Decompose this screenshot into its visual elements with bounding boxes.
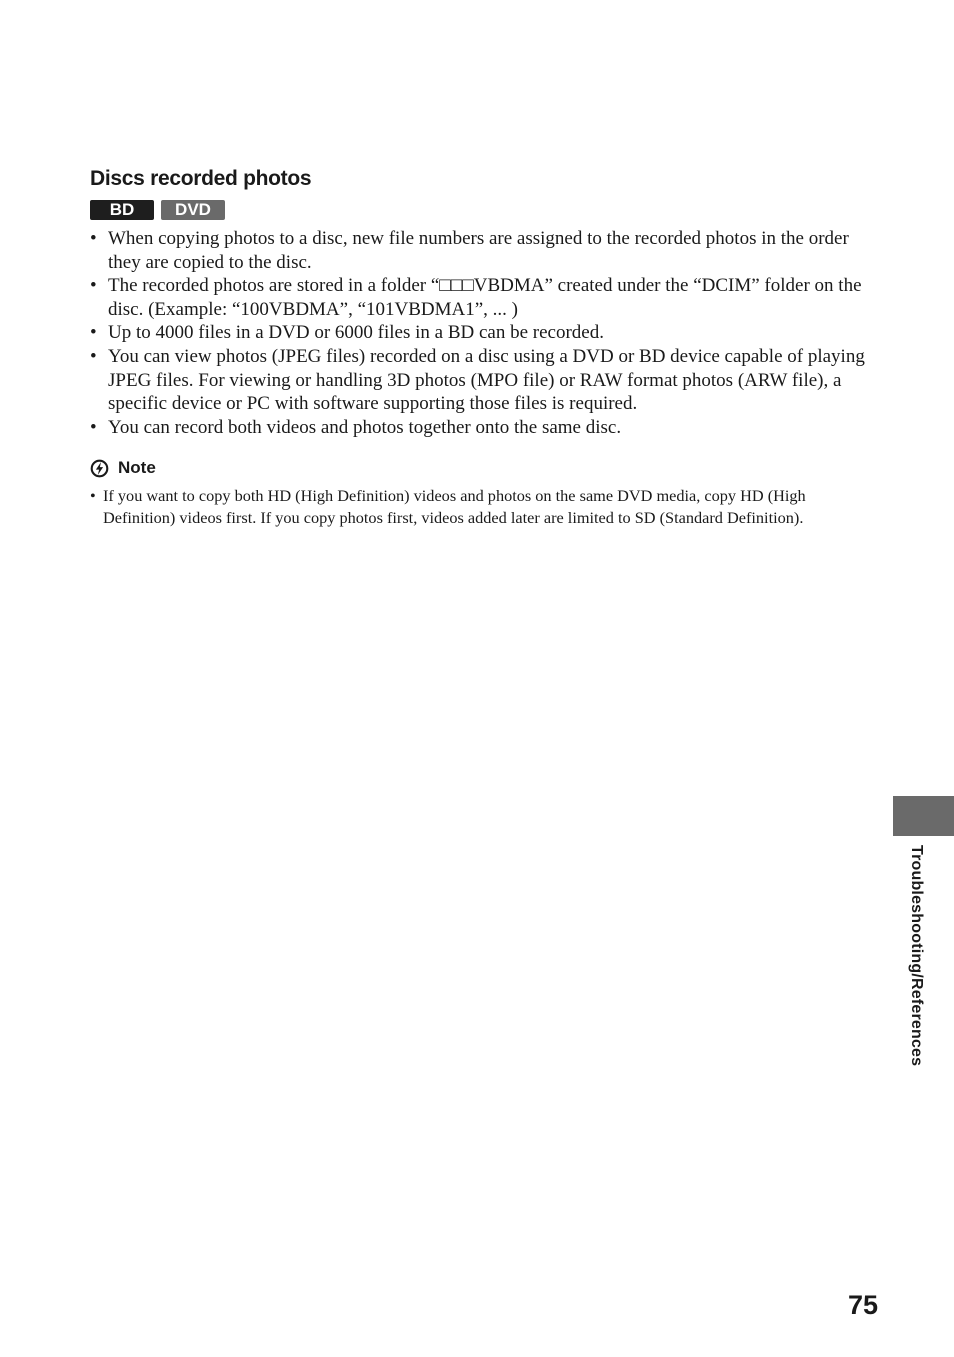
- section-heading: Discs recorded photos: [90, 167, 312, 190]
- bullet-dot: •: [90, 486, 96, 506]
- bd-badge: BD: [90, 200, 154, 220]
- bullet-dot: •: [90, 416, 97, 438]
- list-item: [90, 274, 880, 321]
- section-tab-marker: [893, 796, 954, 836]
- bullet-dot: •: [90, 275, 97, 297]
- note-icon: [90, 459, 109, 478]
- note-item: [90, 485, 880, 528]
- note-title: Note: [118, 458, 156, 478]
- list-item-text: The recorded photos are stored in a folder “□□□VBDMA” created under the “DCIM” folder on the disc. (Example: “100VBDMA”, “101VBDMA1”, ... ): [108, 275, 862, 320]
- bullet-dot: •: [90, 228, 97, 249]
- note-item-text: If you want to copy both HD (High Definition) videos and photos on the same DVD media, copy HD (High Definition) videos first. If you copy photos first, videos added later are limited to SD (Standard Definition).: [103, 486, 806, 527]
- media-badges: [90, 200, 880, 222]
- list-item: [90, 345, 880, 416]
- bullet-list: [90, 227, 880, 439]
- dvd-badge: DVD: [161, 200, 225, 220]
- list-item-text: Up to 4000 files in a DVD or 6000 files in a BD can be recorded.: [108, 322, 604, 344]
- page-content: [90, 164, 880, 528]
- bullet-dot: •: [90, 322, 97, 344]
- bullet-dot: •: [90, 345, 97, 367]
- page-number: 75: [847, 1290, 878, 1320]
- list-item: [90, 227, 880, 274]
- note-list: [90, 485, 880, 528]
- list-item-text: When copying photos to a disc, new file numbers are assigned to the recorded photos in the order they are copied to the disc.: [108, 228, 849, 273]
- list-item-text: You can view photos (JPEG files) recorded on a disc using a DVD or BD device capable of playing JPEG files. For viewing or handling 3D photos (MPO file) or RAW format photos (ARW file), a specific device or PC with software supporting those files is required.: [108, 345, 865, 415]
- list-item: [90, 416, 880, 440]
- note-heading: [90, 456, 880, 480]
- section-tab-label: Troubleshooting/References: [908, 845, 925, 1067]
- list-item: [90, 321, 880, 345]
- list-item-text: You can record both videos and photos together onto the same disc.: [108, 416, 622, 438]
